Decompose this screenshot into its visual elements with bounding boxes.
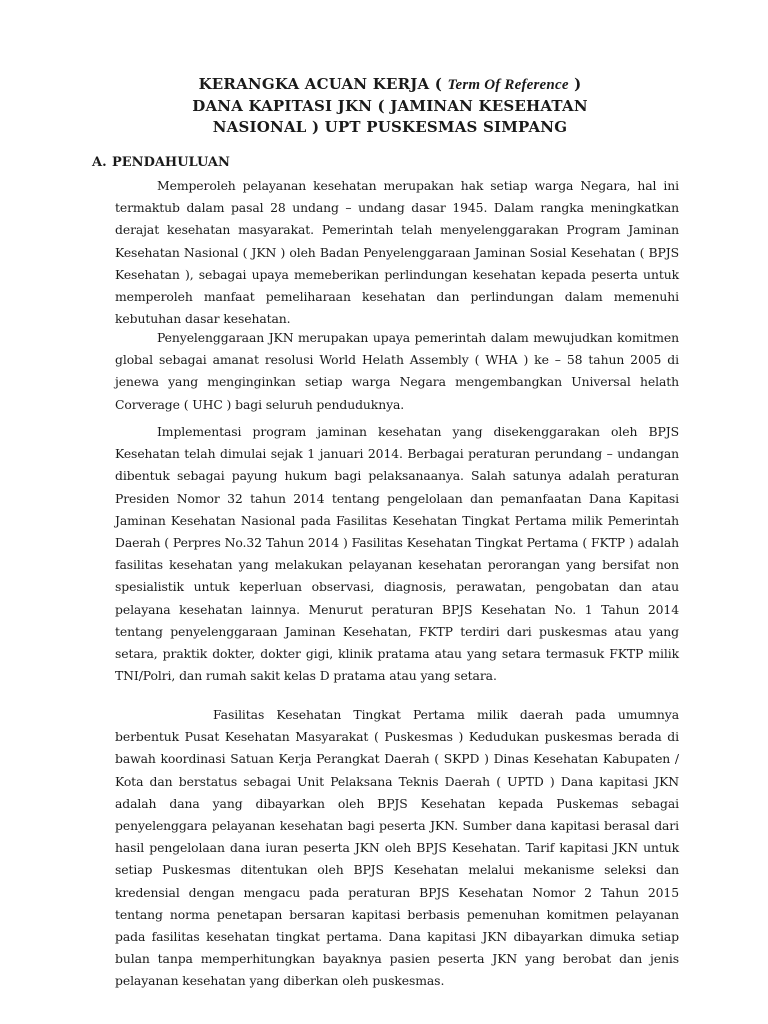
- paragraph-3: Implementasi program jaminan kesehatan yang disekenggarakan oleh BPJS Kesehatan telah dimulai sejak 1 januari 2014. Berbagai peraturan perundang – undangan dibentuk sebagai payung hukum bagi pelaksanaanya. Salah satunya adalah peraturan Presiden Nomor 32 tahun 2014 tentang pengelolaan dan pemanfaatan Dana Kapitasi Jaminan Kesehatan Nasional pada Fasilitas Kesehatan Tingkat Pertama milik Pemerintah Daerah ( Perpres No.32 Tahun 2014 ) Fasilitas Kesehatan Tingkat Pertama ( FKTP ) adalah fasilitas kesehatan yang melakukan pelayanan kesehatan perorangan yang bersifat non spesialistik untuk keperluan observasi, diagnosis, perawatan, pengobatan dan atau pelayana kesehatan lainnya. Menurut peraturan BPJS Kesehatan No. 1 Tahun 2014 tentang penyelenggaraan Jaminan Kesehatan, FKTP terdiri dari puskesmas atau yang setara, praktik dokter, dokter gigi, klinik pratama atau yang setara termasuk FKTP milik TNI/Polri, dan rumah sakit kelas D pratama atau yang setara.: [115, 424, 679, 684]
- section-heading: [92, 153, 230, 173]
- title-line-2: DANA KAPITASI JKN ( JAMINAN KESEHATAN: [192, 97, 588, 115]
- paragraph-4: Fasilitas Kesehatan Tingkat Pertama milik daerah pada umumnya berbentuk Pusat Kesehatan Masyarakat ( Puskesmas ) Kedudukan puskesmas berada di bawah koordinasi Satuan Kerja Perangkat Daerah ( SKPD ) Dinas Kesehatan Kabupaten / Kota dan berstatus sebagai Unit Pelaksana Teknis Daerah ( UPTD ) Dana kapitasi JKN adalah dana yang dibayarkan oleh BPJS Kesehatan kepada Puskemas sebagai penyelenggara pelayanan kesehatan bagi peserta JKN. Sumber dana kapitasi berasal dari hasil pengelolaan dana iuran peserta JKN oleh BPJS Kesehatan. Tarif kapitasi JKN untuk setiap Puskesmas ditentukan oleh BPJS Kesehatan melalui mekanisme seleksi dan kredensial dengan mengacu pada peraturan BPJS Kesehatan Nomor 2 Tahun 2015 tentang norma penetapan bersaran kapitasi berbasis pemenuhan komitmen pelayanan pada fasilitas kesehatan tingkat pertama. Dana kapitasi JKN dibayarkan dimuka setiap bulan tanpa memperhitungkan bayaknya pasien peserta JKN yang berobat dan jenis pelayanan kesehatan yang diberkan oleh puskesmas.: [115, 707, 679, 989]
- title-line-1-prefix: KERANGKA ACUAN KERJA (: [198, 75, 448, 93]
- section-number: A.: [92, 155, 107, 170]
- paragraph-1: Memperoleh pelayanan kesehatan merupakan hak setiap warga Negara, hal ini termaktub dalam pasal 28 undang – undang dasar 1945. Dalam rangka meningkatkan derajat kesehatan masyarakat. Pemerintah telah menyelenggarakan Program Jaminan Kesehatan Nasional ( JKN ) oleh Badan Penyelenggaraan Jaminan Sosial Kesehatan ( BPJS Kesehatan ), sebagai upaya memeberikan perlindungan kesehatan kepada peserta untuk memperoleh manfaat pemeliharaan kesehatan dan perlindungan dalam memenuhi kebutuhan dasar kesehatan.: [115, 178, 679, 327]
- title-line-1-suffix: ): [568, 75, 582, 93]
- title-line-3: NASIONAL ) UPT PUSKESMAS SIMPANG: [212, 118, 568, 136]
- title-line-1-italic: Term Of Reference: [447, 77, 569, 93]
- paragraph-2: Penyelenggaraan JKN merupakan upaya pemerintah dalam mewujudkan komitmen global sebagai amanat resolusi World Helath Assembly ( WHA ) ke – 58 tahun 2005 di jenewa yang menginginkan setiap warga Negara mengembangkan Universal helath Corverage ( UHC ) bagi seluruh penduduknya.: [115, 330, 679, 412]
- section-heading-text: PENDAHULUAN: [112, 155, 230, 170]
- document-title: [100, 74, 680, 138]
- title-line-1: [100, 74, 680, 96]
